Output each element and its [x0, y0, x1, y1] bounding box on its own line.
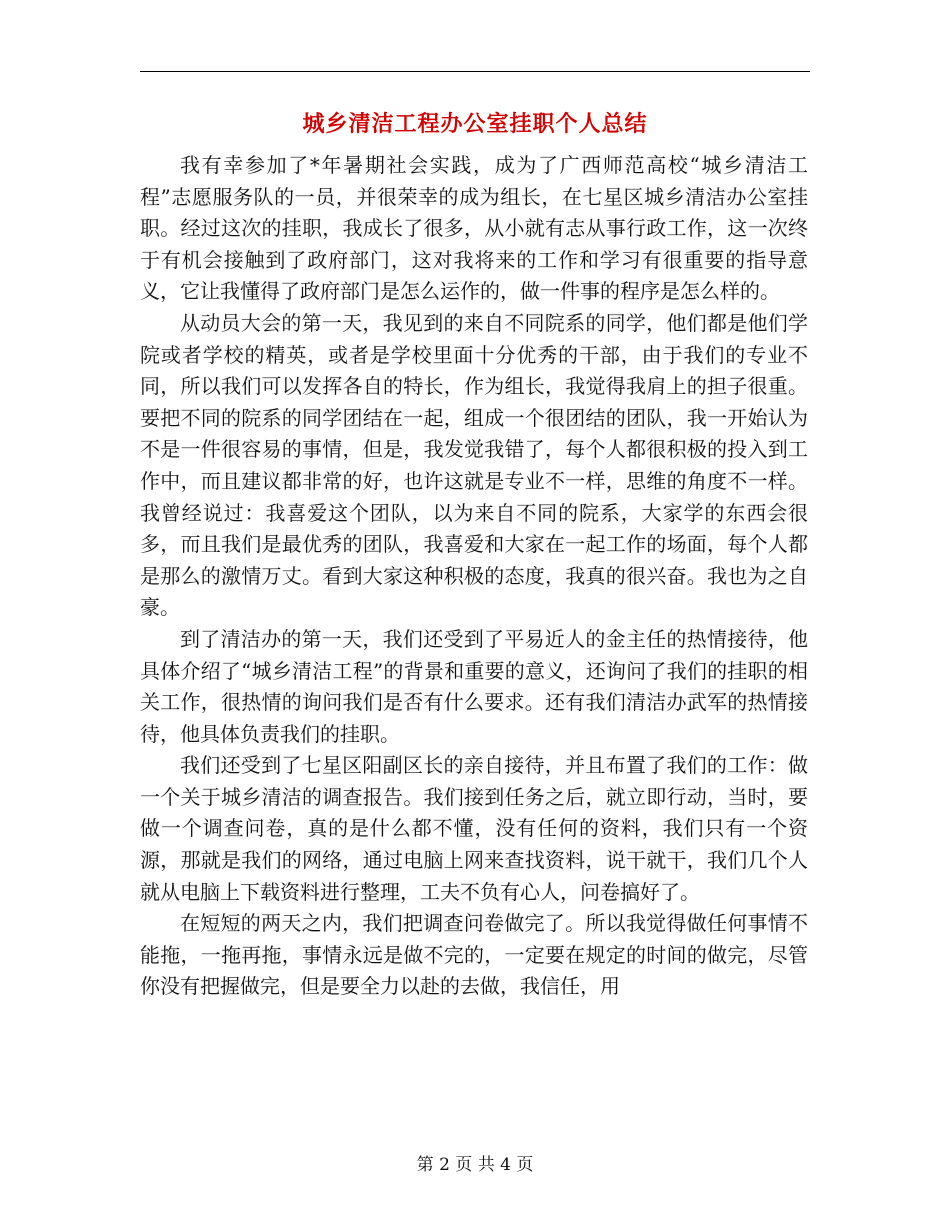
header-rule	[140, 71, 810, 72]
paragraph-2: 从动员大会的第一天，我见到的来自不同院系的同学，他们都是他们学院或者学校的精英，或者是学校里面十分优秀的干部，由于我们的专业不同，所以我们可以发挥各自的特长，作为组长，我觉得我肩上的担子很重。要把不同的院系的同学团结在一起，组成一个很团结的团队，我一开始认为不是一件很容易的事情，但是，我发觉我错了，每个人都很积极的投入到工作中，而且建议都非常的好，也许这就是专业不一样，思维的角度不一样。我曾经说过：我喜爱这个团队，以为来自不同的院系，大家学的东西会很多，而且我们是最优秀的团队，我喜爱和大家在一起工作的场面，每个人都是那么的激情万丈。看到大家这种积极的态度，我真的很兴奋。我也为之自豪。	[140, 310, 808, 620]
document-body	[140, 150, 808, 1003]
page-number-footer: 第 2 页 共 4 页	[416, 1155, 534, 1175]
paragraph-4: 我们还受到了七星区阳副区长的亲自接待，并且布置了我们的工作：做一个关于城乡清洁的调查报告。我们接到任务之后，就立即行动，当时，要做一个调查问卷，真的是什么都不懂，没有任何的资料，我们只有一个资源，那就是我们的网络，通过电脑上网来查找资料，说干就干，我们几个人就从电脑上下载资料进行整理，工夫不负有心人，问卷搞好了。	[140, 753, 808, 904]
paragraph-1: 我有幸参加了*年暑期社会实践，成为了广西师范高校“城乡清洁工程”志愿服务队的一员，并很荣幸的成为组长，在七星区城乡清洁办公室挂职。经过这次的挂职，我成长了很多，从小就有志从事行政工作，这一次终于有机会接触到了政府部门，这对我将来的工作和学习有很重要的指导意义，它让我懂得了政府部门是怎么运作的，做一件事的程序是怎么样的。	[140, 153, 808, 304]
document-title: 城乡清洁工程办公室挂职个人总结	[302, 111, 648, 137]
paragraph-3: 到了清洁办的第一天，我们还受到了平易近人的金主任的热情接待，他具体介绍了“城乡清洁工程”的背景和重要的意义，还询问了我们的挂职的相关工作，很热情的询问我们是否有什么要求。还有我们清洁办武军的热情接待，他具体负责我们的挂职。	[140, 626, 808, 746]
paragraph-5: 在短短的两天之内，我们把调查问卷做完了。所以我觉得做任何事情不能拖，一拖再拖，事情永远是做不完的，一定要在规定的时间的做完，尽管你没有把握做完，但是要全力以赴的去做，我信任，用	[140, 911, 808, 999]
